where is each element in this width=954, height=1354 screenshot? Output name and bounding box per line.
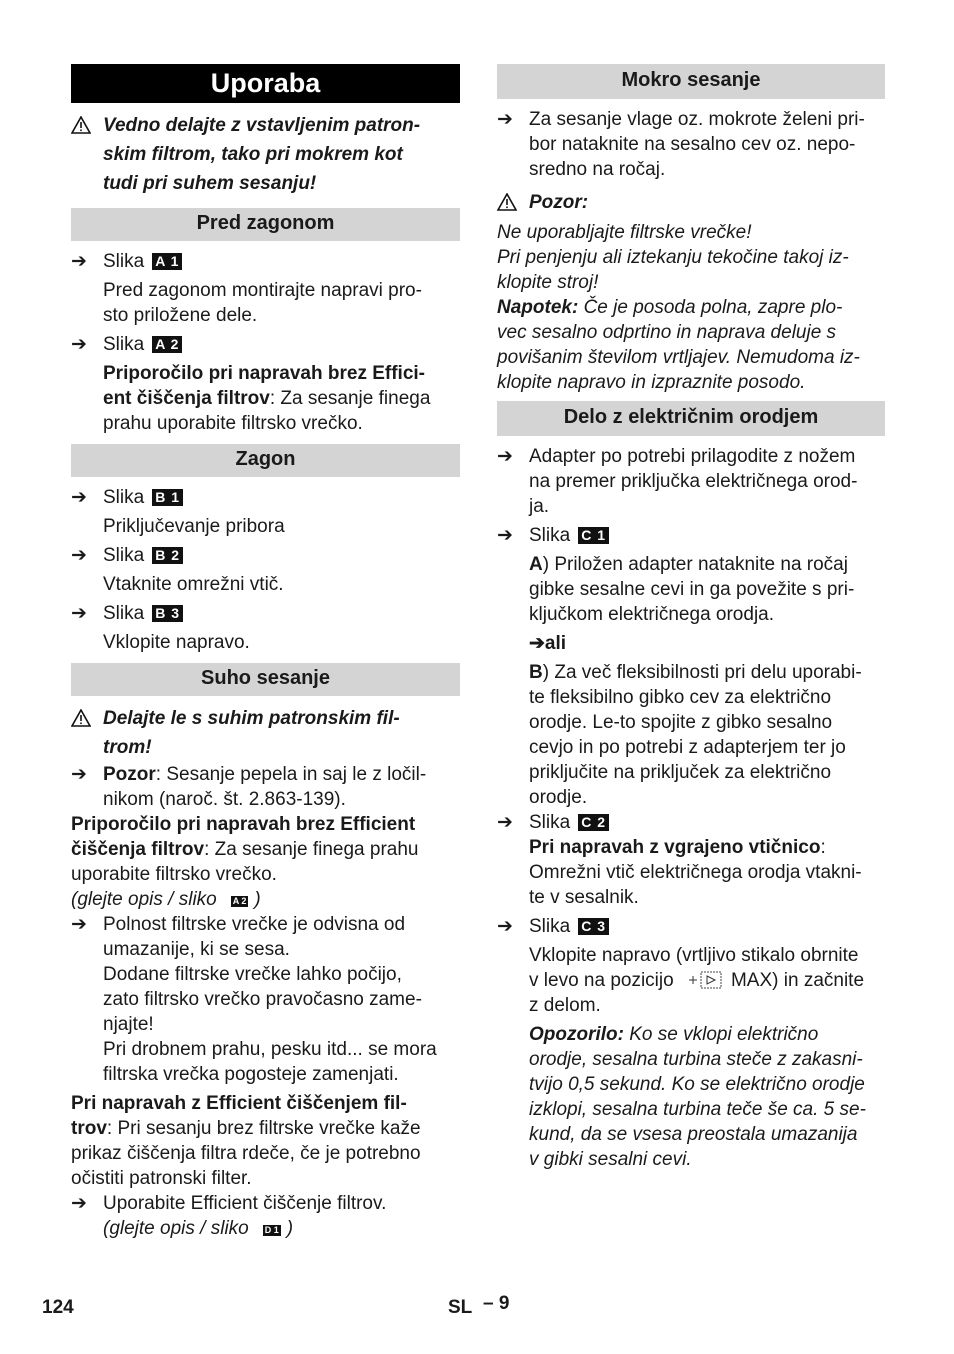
language-code: SL [448, 1297, 473, 1318]
list-item: ➔ Slika B 2 [71, 543, 460, 568]
arrow-icon: ➔ [71, 764, 87, 785]
arrow-icon: ➔ [71, 1193, 87, 1214]
step-text: Pred zagonom montirajte napravi pro- sto priložene dele. [103, 280, 422, 326]
arrow-icon: ➔ [71, 334, 87, 355]
figure-badge: C 3 [578, 918, 609, 935]
option-a: A) Priložen adapter nataknite na ročaj gibke sesalne cevi in ga povežite s pri- ključkom električnega orodja. [529, 554, 855, 625]
opozorilo-note: Opozorilo: Ko se vklopi električno orodje, sesalna turbina steče z zakasni- tvijo 0,5 sekund. Ko se električno orodje izklopi, sesalna turbina teče še ca. 5 se- kund, da se vsesa preostala umazanija v gibki sesalni cevi. [529, 1024, 866, 1170]
recommendation: Priporočilo pri napravah brez Efficient čiščenja filtrov: Za sesanje finega prahu uporabite filtrsko vrečko. (glejte opis / sliko A 2 ) [71, 814, 419, 910]
warning-line: tudi pri suhem sesanju! [103, 173, 317, 194]
page-number: 124 [42, 1297, 74, 1318]
list-item: ➔ Slika B 3 [71, 601, 460, 626]
warning-suho: Delajte le s suhim patronskim fil- trom! [71, 704, 460, 762]
list-item: ➔ Slika C 1 [497, 523, 885, 548]
figure-badge: C 2 [578, 814, 609, 831]
figure-label: Slika [103, 251, 145, 272]
figure-badge: C 1 [578, 527, 609, 544]
list-item [71, 249, 460, 274]
list-item: ➔ Slika C 2 [497, 810, 885, 835]
page-title: Uporaba [71, 64, 460, 103]
pozor-note: Pozor: [497, 188, 885, 220]
pozor-text: Ne uporabljajte filtrske vrečke! Pri penjenju ali iztekanju tekočine takoj iz- klopite stroj! Napotek: Če je posoda polna, zapre plo- vec sesalno odprtino in naprava deluje s povišanim številom vrtljajev. Nemudoma iz- klopite napravo in izpraznite posodo. [497, 222, 860, 393]
section-heading-mokro: Mokro sesanje [497, 64, 885, 99]
recommendation: Priporočilo pri napravah brez Effici- ent čiščenja filtrov: Za sesanje finega prahu uporabite filtrsko vrečko. [103, 363, 431, 434]
efficient-note: Pri napravah z Efficient čiščenjem fil- trov: Pri sesanju brez filtrske vrečke kaže prikaz čiščenja filtra rdeče, če je potrebno očistiti patronski filter. [71, 1093, 421, 1189]
warning-line: Vedno delajte z vstavljenim patron- [103, 115, 421, 136]
list-item: ➔ Polnost filtrske vrečke je odvisna od umazanije, ki se sesa. [71, 914, 406, 960]
figure-badge: A 1 [152, 253, 182, 270]
arrow-icon: ➔ [71, 487, 87, 508]
arrow-icon: ➔ [497, 812, 513, 833]
figure-badge: D 1 [264, 1225, 279, 1235]
arrow-icon: ➔ [71, 251, 87, 272]
list-item [71, 332, 460, 357]
arrow-icon: ➔ [529, 633, 545, 654]
right-column [497, 64, 885, 1172]
warning-main [71, 111, 460, 198]
warning-icon [71, 704, 103, 762]
figure-badge: B 1 [152, 489, 183, 506]
arrow-icon: ➔ [71, 914, 87, 935]
arrow-icon: ➔ [497, 109, 513, 130]
section-heading-zagon: Zagon [71, 444, 460, 477]
arrow-icon: ➔ [497, 446, 513, 467]
step-text: Vtaknite omrežni vtič. [103, 574, 284, 595]
switch-on-text: Vklopite napravo (vrtljivo stikalo obrnite v levo na pozicijo MAX) in začnite z delom. [529, 945, 865, 1016]
warning-line: skim filtrom, tako pri mokrem kot [103, 144, 403, 165]
option-b: B) Za več fleksibilnosti pri delu uporabi- te fleksibilno gibko cev za električno orodje. Le-to spojite z gibko sesalno cevjo in po potrebi z adapterjem ter jo priključite na priključek za električno orodje. [529, 662, 862, 808]
list-item: ➔ Slika C 3 [497, 914, 885, 939]
step-text: Priključevanje pribora [103, 516, 285, 537]
figure-badge: B 2 [152, 547, 183, 564]
list-item: ➔ Slika B 1 [71, 485, 460, 510]
arrow-icon: ➔ [71, 545, 87, 566]
arrow-icon: ➔ [497, 525, 513, 546]
section-heading-pred-zagonom: Pred zagonom [71, 208, 460, 241]
section-heading-delo: Delo z električnim orodjem [497, 401, 885, 436]
step-text: Vklopite napravo. [103, 632, 250, 653]
tool-socket-icon [683, 970, 727, 990]
list-item: ➔ Adapter po potrebi prilagodite z nožem na premer priključka električnega orod- ja. [497, 446, 858, 517]
figure-badge: B 3 [152, 605, 183, 622]
arrow-icon: ➔ [71, 603, 87, 624]
list-item: ➔ Za sesanje vlage oz. mokrote želeni pri- bor nataknite na sesalno cev oz. nepo- sredno na ročaj. [497, 109, 865, 180]
list-item: ➔ Pozor: Sesanje pepela in saj le z ločil- nikom (naroč. št. 2.863-139). [71, 764, 427, 810]
figure-label: Slika [103, 334, 145, 355]
left-column [71, 64, 460, 1241]
arrow-icon: ➔ [497, 916, 513, 937]
section-heading-suho: Suho sesanje [71, 663, 460, 696]
warning-icon [71, 111, 103, 198]
warning-icon [497, 188, 529, 220]
ali-label: ➔ali [529, 633, 567, 654]
figure-badge: A 2 [152, 336, 182, 353]
socket-note: Pri napravah z vgrajeno vtičnico: Omrežni vtič električnega orodja vtakni- te v sesalnik. [529, 837, 862, 908]
paragraph: Dodane filtrske vrečke lahko počijo, zato filtrsko vrečko pravočasno zame- njajte! Pri drobnem prahu, pesku itd... se mora filtrska vrečka pogosteje zamenjati. [103, 964, 437, 1085]
section-number: – 9 [483, 1293, 510, 1314]
figure-badge: A 2 [232, 896, 247, 906]
list-item: ➔ Uporabite Efficient čiščenje filtrov. (glejte opis / sliko D 1 ) [71, 1193, 387, 1239]
